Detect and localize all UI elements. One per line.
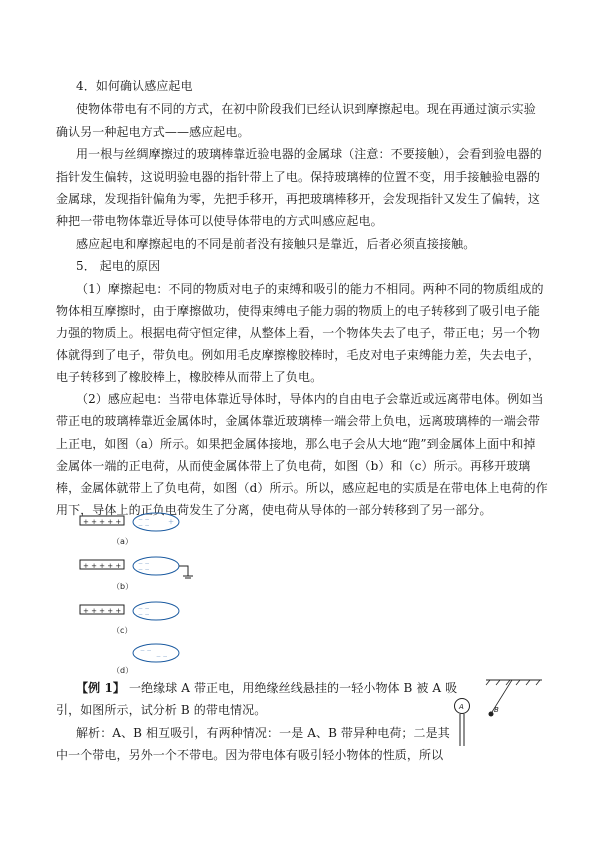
- rod-charges: + + + + +: [83, 518, 122, 526]
- section-4-p2-line4: 种把一带电物体靠近导体可以使导体带电的方式叫感应起电。: [56, 214, 383, 228]
- figure-c: [80, 602, 179, 635]
- label-b: B: [494, 706, 499, 714]
- section-5-heading: 5． 起电的原因: [76, 259, 161, 273]
- example-1-line2: 引，如图所示，试分析 B 的带电情况。: [56, 703, 267, 717]
- section-5-p1-line5: 电子转移到了橡胶棒上，橡胶棒从而带上了负电。: [56, 370, 323, 384]
- section-4-heading: 4．如何确认感应起电: [76, 79, 193, 93]
- ground-wire: [179, 566, 188, 576]
- example-1-line1: [76, 680, 457, 696]
- section-4-p2-line1: 用一根与丝绸摩擦过的玻璃棒靠近验电器的金属球（注意：不要接触），会看到验电器的: [76, 147, 542, 161]
- figure-label-c: （c）: [112, 626, 133, 635]
- section-5-p2-line5: 棒，金属体就带上了负电荷，如图（d）所示。所以，感应起电的实质是在带电体上电荷的作: [56, 481, 548, 495]
- section-5-p2-line3: 上正电，如图（a）所示。如果把金属体接地，那么电子会从大地“跑”到金属体上面中和掉: [56, 437, 536, 451]
- example-figure: [450, 668, 545, 748]
- section-5-p2-line6: 用下，导体上的正负电荷发生了分离，使电荷从导体的一部分转移到了另一部分。: [56, 503, 492, 517]
- section-4-p2-line2: 指针发生偏转，这说明验电器的指针带上了电。保持玻璃棒的位置不变，用手接触验电器的: [56, 170, 541, 184]
- example-question: 一绝缘球 A 带正电，用绝缘丝线悬挂的一轻小物体 B 被 A 吸: [125, 681, 458, 695]
- section-5-p2-line4: 金属体一端的正电荷，从而使金属体带上了负电荷，如图（b）和（c）所示。再移开玻璃: [56, 459, 531, 473]
- negative-charges: － －: [140, 648, 152, 654]
- section-4-p1-line1: 使物体带电有不同的方式，在初中阶段我们已经认识到摩擦起电。现在再通过演示实验: [76, 102, 536, 116]
- section-4-p1-line2: 确认另一种起电方式——感应起电。: [56, 125, 250, 139]
- figure-a: [80, 513, 179, 546]
- example-tag: 【例 1】: [76, 681, 126, 695]
- negative-charges-2: － －: [156, 654, 168, 660]
- section-5-p1-line3: 力强的物质上。根据电荷守恒定律，从整体上看，一个物体失去了电子，带正电；另一个物: [56, 326, 541, 340]
- section-5-p1-line4: 体就得到了电子，带负电。例如用毛皮摩擦橡胶棒时，毛皮对电子束缚能力差，失去电子，: [56, 348, 541, 362]
- figure-label-a: （a）: [112, 537, 133, 546]
- label-a: A: [459, 703, 464, 711]
- rod-charges: + + + + +: [83, 562, 122, 570]
- section-5-p1-line2: 物体相互摩擦时，由于摩擦做功，使得束缚电子能力弱的物质上的电子转移到了吸引电子能: [56, 304, 541, 318]
- figure-label-b: （b）: [112, 582, 134, 591]
- positive-charge: ＋: [168, 519, 175, 526]
- object-b: [489, 712, 494, 717]
- negative-charges-2: － －: [138, 612, 150, 618]
- section-5-p1-line1: （1）摩擦起电：不同的物质对电子的束缚和吸引的能力不相同。两种不同的物质组成的: [76, 282, 544, 296]
- negative-charges: － －: [138, 606, 150, 612]
- negative-charges: － －: [138, 561, 150, 567]
- negative-charges: － －: [138, 517, 150, 523]
- section-4-p2-line3: 金属球，发现指针偏角为零，先把手移开，再把玻璃棒移开，会发现指针又发生了偏转，这: [56, 192, 541, 206]
- figure-label-d: （d）: [112, 666, 134, 675]
- section-5-p2-line2: 带正电的玻璃棒靠近金属体时，金属体靠近玻璃棒一端会带上负电，远离玻璃棒的一端会带: [56, 414, 541, 428]
- section-5-p2-line1: （2）感应起电：当带电体靠近导体时，导体内的自由电子会靠近或远离带电体。例如当: [76, 392, 544, 406]
- analysis-line2: 中一个带电，另外一个不带电。因为带电体有吸引轻小物体的性质，所以: [56, 748, 444, 762]
- figure-b: [80, 557, 193, 591]
- figure-d: [112, 644, 179, 675]
- rod-charges: + + + + +: [83, 607, 122, 615]
- negative-charges-2: － －: [138, 567, 150, 573]
- negative-charges-2: － －: [138, 523, 150, 529]
- section-4-p3: 感应起电和摩擦起电的不同是前者没有接触只是靠近，后者必须直接接触。: [76, 237, 476, 251]
- analysis-line1: 解析：A、B 相互吸引，有两种情况：一是 A、B 带异种电荷；二是其: [76, 726, 450, 740]
- induction-figure: [78, 512, 208, 677]
